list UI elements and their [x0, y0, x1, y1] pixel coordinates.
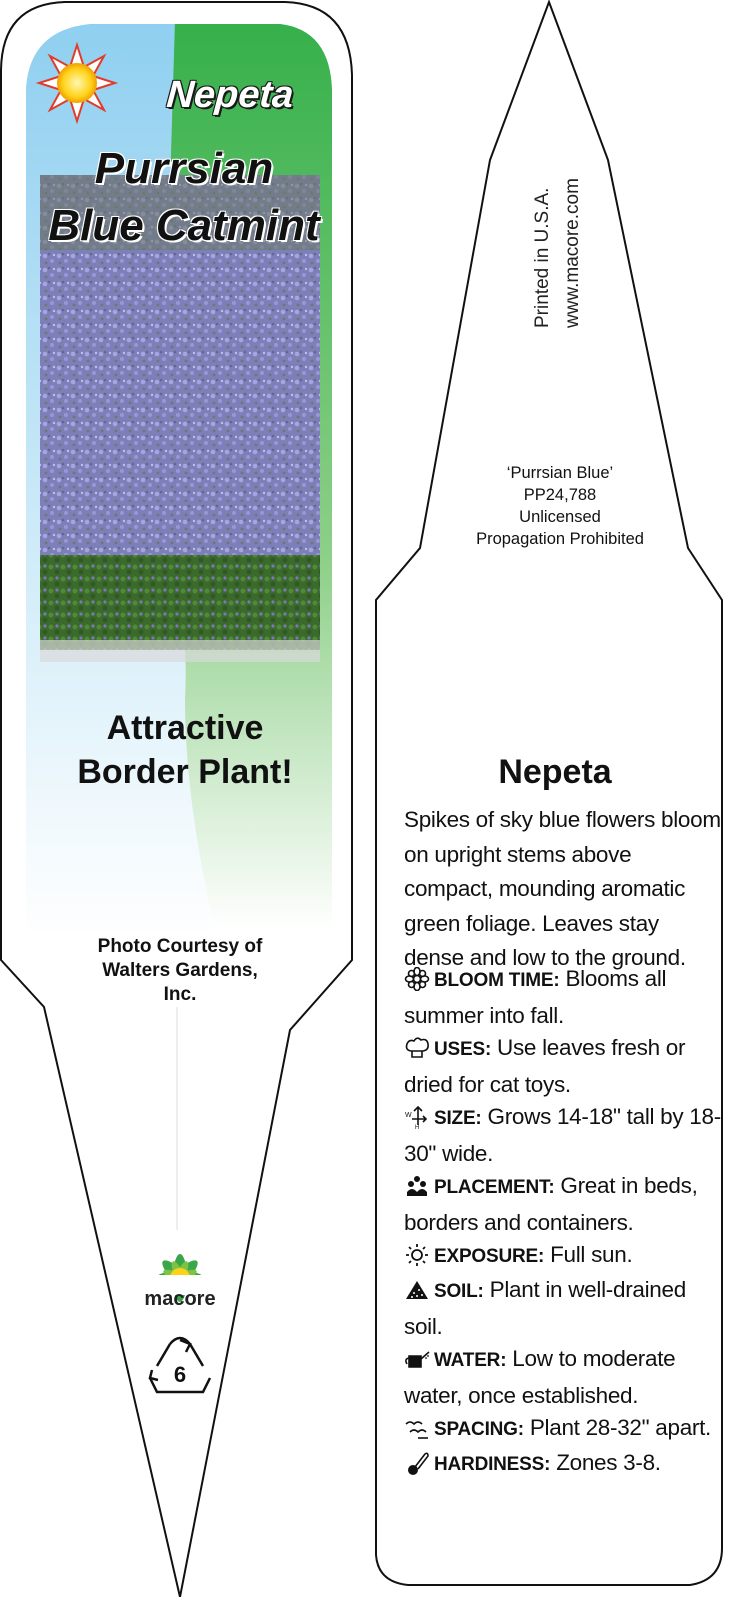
svg-text:H: H [415, 1125, 420, 1129]
front-genus: Nepeta [165, 74, 295, 116]
attr-hardiness [404, 1446, 729, 1483]
printed-info [528, 128, 583, 328]
flower-icon [404, 967, 430, 991]
spacing-label: SPACING: [434, 1419, 524, 1440]
water-text: Low to moderate water, once established. [404, 1346, 676, 1408]
patent-line: PP24,788 [523, 486, 597, 504]
size-label: SIZE: [434, 1108, 482, 1129]
patent-line: Unlicensed [519, 508, 601, 526]
patent-line: Propagation Prohibited [476, 530, 644, 548]
tagline-line1: Attractive [106, 709, 264, 747]
logo-wordmark: macore [144, 1288, 216, 1310]
svg-text:W: W [405, 1112, 412, 1119]
chef-hat-icon [404, 1036, 430, 1060]
common-name [24, 140, 344, 254]
spacing-icon [404, 1416, 430, 1440]
common-name-line2: Blue Catmint [48, 201, 320, 250]
attr-uses [404, 1031, 729, 1102]
attr-exposure [404, 1238, 729, 1275]
plant-bed-icon [404, 1174, 430, 1198]
attr-bloom-time [404, 962, 729, 1033]
sun-icon [39, 45, 115, 121]
uses-label: USES: [434, 1039, 492, 1060]
bloom-time-text: Blooms all summer into fall. [404, 966, 667, 1028]
attr-water [404, 1342, 729, 1413]
soil-label: SOIL: [434, 1281, 484, 1302]
attr-placement [404, 1169, 729, 1240]
printed-line2: www.macore.com [562, 178, 583, 328]
size-text: Grows 14-18" tall by 18-30" wide. [404, 1104, 721, 1166]
credit-line2: Walters Gardens, [102, 960, 258, 981]
soil-icon [404, 1278, 430, 1302]
water-label: WATER: [434, 1350, 507, 1371]
attr-soil [404, 1273, 729, 1344]
credit-line3: Inc. [163, 984, 197, 1005]
exposure-label: EXPOSURE: [434, 1246, 545, 1267]
spacing-text: Plant 28-32" apart. [529, 1415, 711, 1440]
soil-text: Plant in well-drained soil. [404, 1277, 686, 1339]
back-title: Nepeta [498, 753, 612, 791]
credit-line1: Photo Courtesy of [97, 936, 263, 957]
attr-size [404, 1100, 729, 1171]
printed-line1: Printed in U.S.A. [532, 187, 553, 328]
bloom-time-label: BLOOM TIME: [434, 970, 560, 991]
tagline-line2: Border Plant! [77, 753, 293, 791]
recycle-number: 6 [173, 1362, 187, 1387]
placement-text: Great in beds, borders and containers. [404, 1173, 698, 1235]
placement-label: PLACEMENT: [434, 1177, 555, 1198]
hardiness-label: HARDINESS: [434, 1454, 551, 1475]
common-name-line1: Purrsian [94, 144, 274, 193]
sun-exposure-icon [404, 1243, 430, 1267]
size-arrows-icon [404, 1105, 430, 1129]
description: Spikes of sky blue flowers bloom on upright stems above compact, mounding aromatic green foliage. Leaves stay dense and low to the ground. [404, 807, 721, 970]
photo-credit [55, 935, 305, 1007]
tagline [30, 706, 340, 794]
patent-line: ‘Purrsian Blue’ [506, 464, 614, 482]
exposure-text: Full sun. [550, 1242, 633, 1267]
patent-info [445, 462, 675, 550]
hardiness-text: Zones 3-8. [556, 1450, 661, 1475]
uses-text: Use leaves fresh or dried for cat toys. [404, 1035, 686, 1097]
attr-spacing [404, 1411, 729, 1448]
watering-can-icon [404, 1347, 430, 1371]
thermometer-icon [404, 1451, 430, 1475]
